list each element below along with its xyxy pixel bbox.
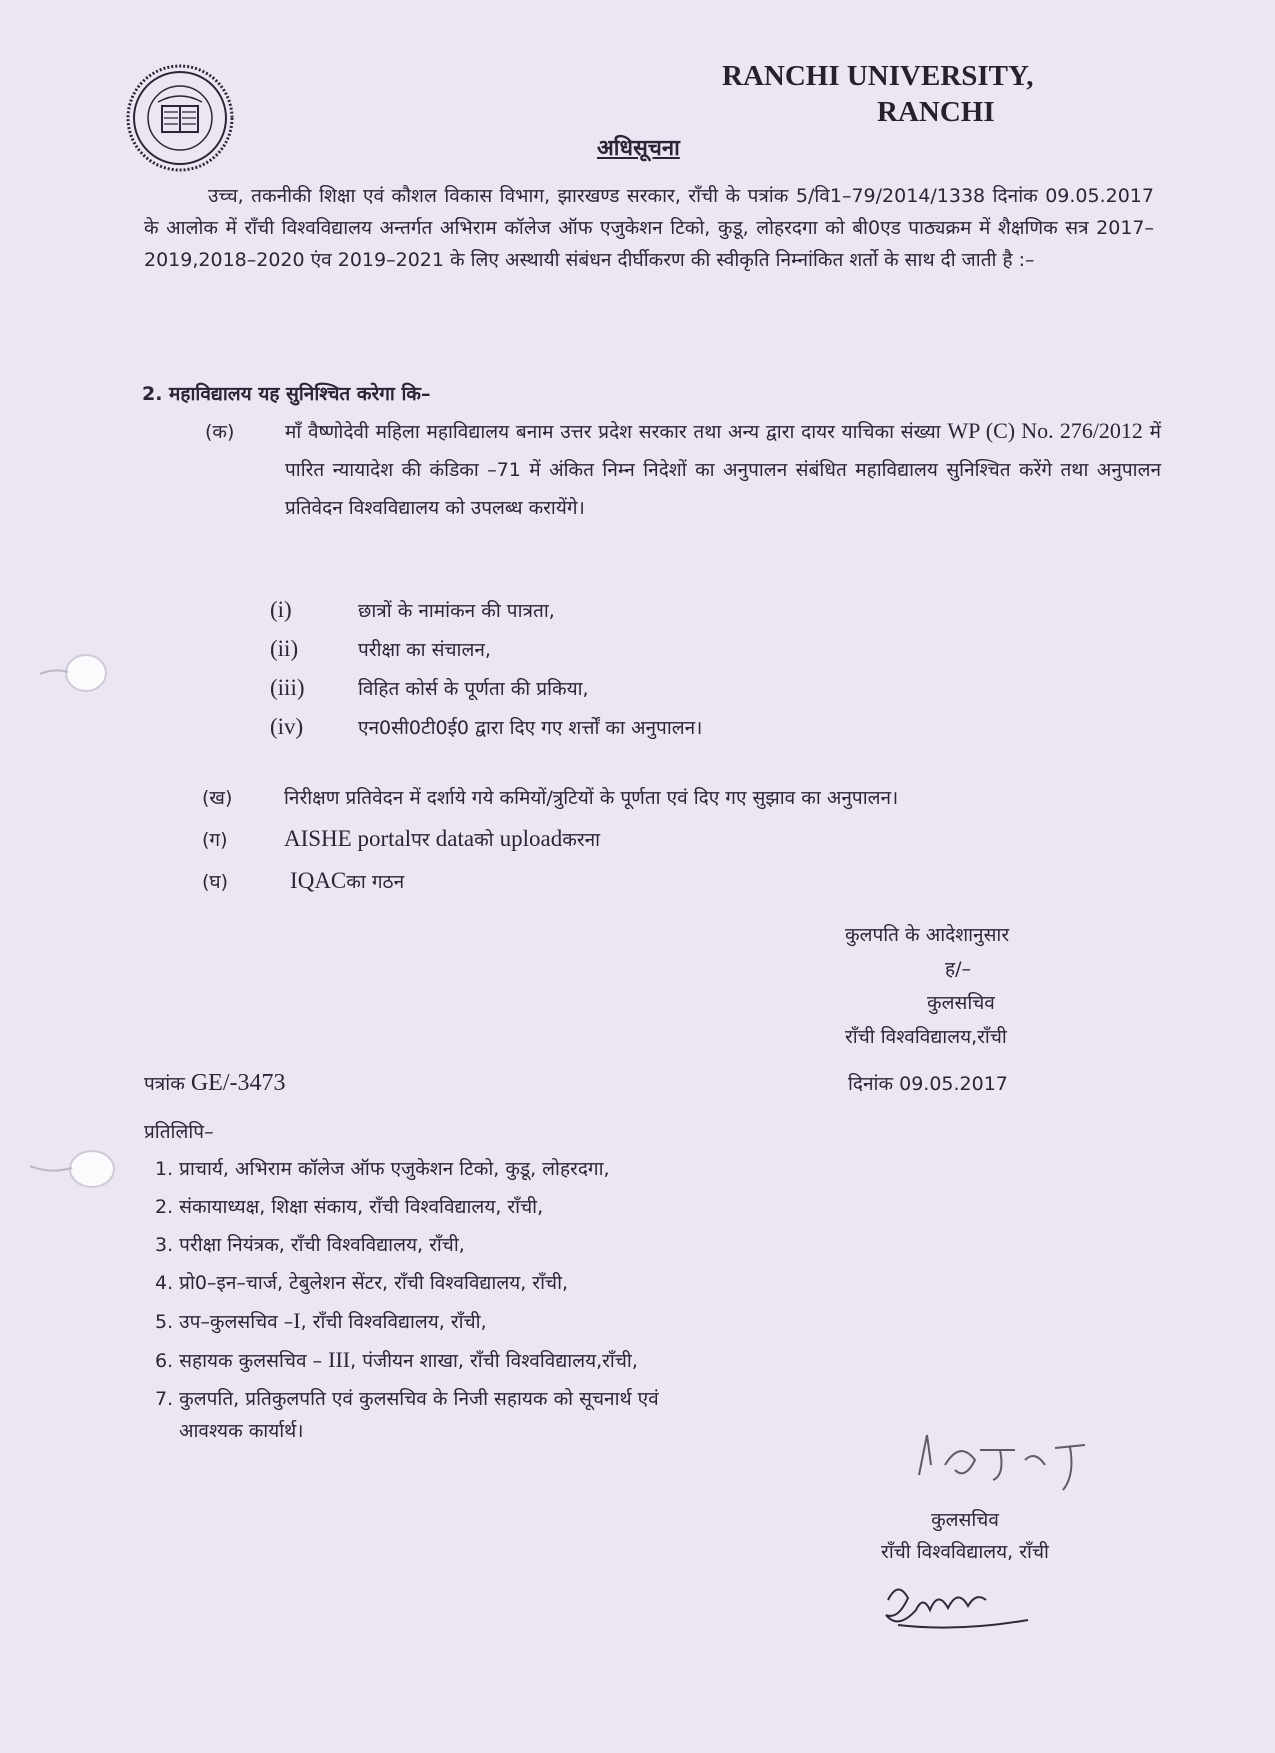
by-order-text: कुलपति के आदेशानुसार	[845, 924, 1010, 946]
item-ka-text-part1: माँ वैष्णोदेवी महिला महाविद्यालय बनाम उत्तर प्रदेश सरकार तथा अन्य द्वारा दायर याचिका संख्या	[285, 421, 948, 443]
list-item-text: एन0सी0टी0ई0 द्वारा दिए गए शर्त्तों का अनुपालन।	[358, 716, 703, 739]
list-item	[270, 668, 702, 707]
list-item: 1. प्राचार्य, अभिराम कॉलेज ऑफ एजुकेशन टिको, कुडू, लोहरदगा,	[155, 1158, 610, 1180]
reference-value: GE/-3473	[190, 1070, 286, 1096]
list-item-roman: I	[293, 1308, 301, 1333]
item-gha	[202, 860, 898, 902]
item-gha-label: (घ)	[202, 871, 229, 893]
list-item-text: 5. उप–कुलसचिव –	[155, 1311, 294, 1333]
item-ka-text	[285, 412, 1161, 527]
list-item: 4. प्रो0–इन–चार्ज, टेबुलेशन सेंटर, राँची विश्वविद्यालय, राँची,	[155, 1272, 569, 1294]
handwritten-initials-icon	[905, 1420, 1105, 1515]
list-item-number: (iii)	[270, 674, 305, 700]
university-seal-icon	[124, 62, 236, 174]
list-item	[270, 590, 702, 629]
date-label: दिनांक	[848, 1073, 900, 1095]
list-item-number: (ii)	[270, 635, 299, 661]
list-item-continuation: आवश्यक कार्यार्थ।	[179, 1420, 304, 1442]
iqac-text: IQAC	[290, 868, 347, 893]
date-value: 09.05.2017	[899, 1073, 1008, 1095]
notification-heading: अधिसूचना	[597, 136, 680, 161]
item-kha-text: निरीक्षण प्रतिवेदन में दर्शाये गये कमियों/त्रुटियों के पूर्णता एवं दिए गए सुझाव का अनुपालन।	[284, 787, 899, 809]
copy-heading: प्रतिलिपि–	[144, 1121, 214, 1143]
list-item-text: छात्रों के नामांकन की पात्रता,	[358, 599, 555, 622]
list-item-roman: III	[328, 1347, 351, 1372]
item-ga-label: (ग)	[202, 829, 228, 851]
roman-list	[270, 590, 702, 746]
registrar-title: कुलसचिव	[927, 992, 995, 1014]
aishe-portal-text: AISHE portal	[284, 826, 412, 851]
list-item	[155, 1341, 835, 1380]
list-item-number: (iv)	[270, 713, 304, 739]
university-name	[722, 58, 1062, 130]
list-item-text: 6. सहायक कुलसचिव –	[155, 1350, 329, 1372]
list-item	[270, 629, 702, 668]
item-ga-text: पर	[411, 829, 430, 851]
list-item: 3. परीक्षा नियंत्रक, राँची विश्वविद्यालय, राँची,	[155, 1234, 465, 1256]
list-item-text: परीक्षा का संचालन,	[358, 638, 491, 661]
item-ga-text: को	[474, 829, 494, 851]
item-gha-text: का गठन	[346, 871, 405, 893]
reference-number	[144, 1070, 286, 1097]
list-item-number: (i)	[270, 596, 292, 622]
item-kha	[202, 776, 898, 818]
registrar-title: कुलसचिव	[931, 1509, 999, 1531]
list-item	[155, 1302, 835, 1341]
item-ka-text-part2: में पारित न्यायादेश की कंडिका –71 में अंकित निम्न निदेशों का अनुपालन संबंधित महाविद्यालय सुनिश्चित करेंगे तथा अनुपालन प्रतिवेदन विश्वविद्यालय को उपलब्ध करायेंगे।	[285, 421, 1162, 519]
document-date	[848, 1070, 1008, 1096]
university-address: राँची विश्वविद्यालय, राँची	[881, 1541, 1049, 1563]
section-2-title: 2. महाविद्यालय यह सुनिश्चित करेगा कि–	[142, 383, 431, 405]
university-name-line2: RANCHI	[877, 96, 995, 128]
list-item: 2. संकायाध्यक्ष, शिक्षा संकाय, राँची विश्वविद्यालय, राँची,	[155, 1196, 544, 1218]
data-text: data	[435, 826, 475, 851]
punch-hole-icon	[30, 1146, 120, 1192]
sub-items	[202, 776, 898, 902]
signature-block-2	[855, 1504, 1075, 1568]
item-kha-label: (ख)	[202, 787, 233, 809]
signature-block-1	[845, 918, 1009, 1054]
signed-text: ह/–	[945, 958, 971, 980]
item-ga-text: करना	[562, 829, 601, 851]
handwritten-signature-icon	[868, 1570, 1038, 1640]
list-item: 7. कुलपति, प्रतिकुलपति एवं कुलसचिव के निजी सहायक को सूचनार्थ एवं	[155, 1388, 659, 1410]
intro-paragraph: उच्च, तकनीकी शिक्षा एवं कौशल विकास विभाग, झारखण्ड सरकार, राँची के पत्रांक 5/वि1–79/2014/1338 दिनांक 09.05.2017 के आलोक में राँची विश्वविद्यालय अन्तर्गत अभिराम कॉलेज ऑफ एजुकेशन टिको, कुडू, लोहरदगा को बी0एड पाठ्यक्रम में शैक्षणिक सत्र 2017–2019,2018–2020 एंव 2019–2021 के लिए अस्थायी संबंधन दीर्घीकरण की स्वीकृति निम्नांकित शर्तो के साथ दी जाती है :–	[144, 185, 1154, 271]
item-ka-label: (क)	[205, 421, 235, 443]
university-name-line1: RANCHI UNIVERSITY,	[722, 60, 1034, 92]
university-address: राँची विश्वविद्यालय,राँची	[845, 1026, 1007, 1048]
case-number: WP (C) No. 276/2012	[947, 418, 1143, 443]
copy-list	[155, 1150, 835, 1450]
reference-label: पत्रांक	[144, 1073, 191, 1095]
punch-hole-icon	[40, 650, 110, 696]
list-item-text: विहित कोर्स के पूर्णता की प्रकिया,	[358, 677, 589, 700]
list-item-text: , राँची विश्वविद्यालय, राँची,	[300, 1311, 487, 1333]
item-ga	[202, 818, 898, 860]
list-item	[270, 707, 702, 746]
upload-text: upload	[499, 826, 563, 851]
list-item-text: , पंजीयन शाखा, राँची विश्वविद्यालय,राँची,	[350, 1350, 638, 1372]
